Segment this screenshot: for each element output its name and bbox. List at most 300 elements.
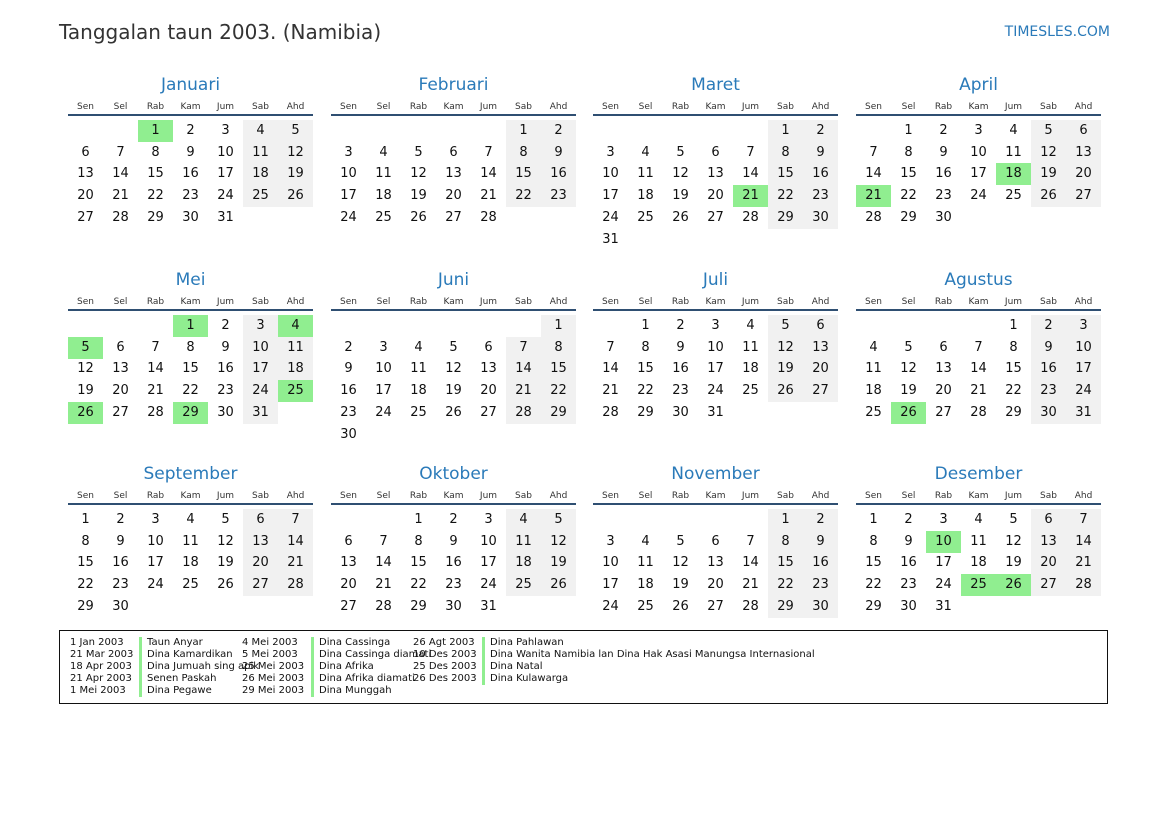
day-cell[interactable]: 17: [935, 555, 952, 571]
day-cell[interactable]: 4: [186, 512, 195, 527]
day-cell[interactable]: 1: [768, 509, 803, 531]
day-cell[interactable]: 2: [541, 120, 576, 142]
day-cell[interactable]: 27: [803, 380, 838, 402]
day-cell[interactable]: 11: [637, 555, 654, 571]
day-cell[interactable]: 17: [147, 555, 164, 571]
day-cell[interactable]: 6: [939, 339, 948, 355]
day-cell[interactable]: 23: [182, 188, 199, 204]
day-cell[interactable]: 15: [147, 166, 164, 182]
day-cell[interactable]: 11: [410, 361, 427, 377]
day-cell[interactable]: 14: [742, 166, 759, 182]
holiday-day-cell[interactable]: 26: [68, 402, 103, 424]
day-cell[interactable]: 12: [768, 337, 803, 359]
day-cell[interactable]: 2: [186, 123, 195, 138]
day-cell[interactable]: 18: [742, 361, 759, 377]
day-cell[interactable]: 21: [112, 188, 129, 204]
holiday-day-cell[interactable]: 4: [278, 315, 313, 337]
day-cell[interactable]: 28: [742, 598, 759, 614]
day-cell[interactable]: 27: [1066, 185, 1101, 207]
day-cell[interactable]: 30: [182, 209, 199, 225]
day-cell[interactable]: 18: [410, 383, 427, 399]
day-cell[interactable]: 12: [900, 361, 917, 377]
day-cell[interactable]: 14: [865, 166, 882, 182]
day-cell[interactable]: 28: [1066, 574, 1101, 596]
day-cell[interactable]: 28: [742, 209, 759, 225]
day-cell[interactable]: 3: [974, 123, 983, 138]
day-cell[interactable]: 9: [221, 339, 230, 355]
day-cell[interactable]: 31: [480, 598, 497, 614]
day-cell[interactable]: 10: [217, 144, 234, 160]
day-cell[interactable]: 9: [1031, 337, 1066, 359]
day-cell[interactable]: 6: [1031, 509, 1066, 531]
day-cell[interactable]: 29: [637, 404, 654, 420]
day-cell[interactable]: 11: [637, 166, 654, 182]
day-cell[interactable]: 16: [900, 555, 917, 571]
day-cell[interactable]: 29: [768, 596, 803, 618]
day-cell[interactable]: 21: [480, 188, 497, 204]
day-cell[interactable]: 10: [970, 144, 987, 160]
day-cell[interactable]: 9: [541, 142, 576, 164]
day-cell[interactable]: 16: [217, 361, 234, 377]
day-cell[interactable]: 12: [541, 531, 576, 553]
day-cell[interactable]: 16: [803, 552, 838, 574]
day-cell[interactable]: 27: [1031, 574, 1066, 596]
day-cell[interactable]: 4: [641, 533, 650, 549]
day-cell[interactable]: 25: [243, 185, 278, 207]
day-cell[interactable]: 13: [243, 531, 278, 553]
day-cell[interactable]: 26: [541, 574, 576, 596]
day-cell[interactable]: 7: [278, 509, 313, 531]
day-cell[interactable]: 24: [340, 209, 357, 225]
day-cell[interactable]: 3: [243, 315, 278, 337]
day-cell[interactable]: 24: [1066, 380, 1101, 402]
day-cell[interactable]: 17: [602, 188, 619, 204]
day-cell[interactable]: 20: [445, 188, 462, 204]
day-cell[interactable]: 23: [1031, 380, 1066, 402]
day-cell[interactable]: 10: [480, 533, 497, 549]
day-cell[interactable]: 29: [541, 402, 576, 424]
day-cell[interactable]: 1: [506, 120, 541, 142]
day-cell[interactable]: 17: [217, 166, 234, 182]
day-cell[interactable]: 26: [445, 404, 462, 420]
day-cell[interactable]: 22: [506, 185, 541, 207]
day-cell[interactable]: 2: [221, 318, 230, 333]
day-cell[interactable]: 16: [541, 163, 576, 185]
day-cell[interactable]: 1: [1009, 318, 1018, 333]
day-cell[interactable]: 28: [506, 402, 541, 424]
day-cell[interactable]: 19: [445, 383, 462, 399]
day-cell[interactable]: 15: [182, 361, 199, 377]
day-cell[interactable]: 19: [278, 163, 313, 185]
day-cell[interactable]: 15: [541, 358, 576, 380]
day-cell[interactable]: 15: [865, 555, 882, 571]
day-cell[interactable]: 19: [541, 552, 576, 574]
day-cell[interactable]: 26: [1031, 185, 1066, 207]
day-cell[interactable]: 25: [637, 209, 654, 225]
day-cell[interactable]: 25: [375, 209, 392, 225]
day-cell[interactable]: 15: [1005, 361, 1022, 377]
brand-link[interactable]: TIMESLES.COM: [1004, 24, 1110, 40]
day-cell[interactable]: 25: [637, 598, 654, 614]
day-cell[interactable]: 27: [935, 404, 952, 420]
day-cell[interactable]: 29: [865, 598, 882, 614]
day-cell[interactable]: 28: [375, 598, 392, 614]
day-cell[interactable]: 10: [375, 361, 392, 377]
day-cell[interactable]: 10: [147, 533, 164, 549]
day-cell[interactable]: 18: [243, 163, 278, 185]
day-cell[interactable]: 5: [278, 120, 313, 142]
day-cell[interactable]: 9: [186, 144, 195, 160]
day-cell[interactable]: 20: [480, 383, 497, 399]
day-cell[interactable]: 8: [768, 142, 803, 164]
day-cell[interactable]: 2: [344, 339, 353, 355]
day-cell[interactable]: 23: [803, 574, 838, 596]
day-cell[interactable]: 7: [379, 533, 388, 549]
day-cell[interactable]: 25: [865, 404, 882, 420]
day-cell[interactable]: 30: [112, 598, 129, 614]
day-cell[interactable]: 18: [278, 358, 313, 380]
day-cell[interactable]: 30: [900, 598, 917, 614]
day-cell[interactable]: 8: [541, 337, 576, 359]
day-cell[interactable]: 23: [672, 383, 689, 399]
day-cell[interactable]: 27: [340, 598, 357, 614]
day-cell[interactable]: 24: [970, 188, 987, 204]
day-cell[interactable]: 11: [243, 142, 278, 164]
day-cell[interactable]: 30: [217, 404, 234, 420]
day-cell[interactable]: 24: [602, 209, 619, 225]
day-cell[interactable]: 21: [1066, 552, 1101, 574]
holiday-day-cell[interactable]: 18: [996, 163, 1031, 185]
day-cell[interactable]: 8: [869, 533, 878, 549]
day-cell[interactable]: 7: [746, 533, 755, 549]
day-cell[interactable]: 13: [112, 361, 129, 377]
day-cell[interactable]: 31: [217, 209, 234, 225]
day-cell[interactable]: 22: [410, 577, 427, 593]
day-cell[interactable]: 22: [541, 380, 576, 402]
day-cell[interactable]: 27: [707, 598, 724, 614]
day-cell[interactable]: 7: [151, 339, 160, 355]
day-cell[interactable]: 16: [935, 166, 952, 182]
day-cell[interactable]: 13: [480, 361, 497, 377]
holiday-day-cell[interactable]: 21: [856, 185, 891, 207]
day-cell[interactable]: 6: [116, 339, 125, 355]
day-cell[interactable]: 24: [935, 577, 952, 593]
day-cell[interactable]: 23: [217, 383, 234, 399]
day-cell[interactable]: 21: [742, 577, 759, 593]
day-cell[interactable]: 12: [77, 361, 94, 377]
day-cell[interactable]: 7: [484, 144, 493, 160]
day-cell[interactable]: 10: [602, 166, 619, 182]
day-cell[interactable]: 29: [900, 209, 917, 225]
day-cell[interactable]: 3: [606, 144, 615, 160]
day-cell[interactable]: 23: [803, 185, 838, 207]
day-cell[interactable]: 28: [480, 209, 497, 225]
day-cell[interactable]: 16: [803, 163, 838, 185]
day-cell[interactable]: 26: [410, 209, 427, 225]
day-cell[interactable]: 27: [480, 404, 497, 420]
day-cell[interactable]: 19: [768, 358, 803, 380]
day-cell[interactable]: 20: [112, 383, 129, 399]
day-cell[interactable]: 30: [445, 598, 462, 614]
day-cell[interactable]: 3: [221, 123, 230, 138]
day-cell[interactable]: 27: [112, 404, 129, 420]
holiday-day-cell[interactable]: 1: [173, 315, 208, 337]
day-cell[interactable]: 28: [278, 574, 313, 596]
day-cell[interactable]: 11: [970, 533, 987, 549]
day-cell[interactable]: 1: [768, 120, 803, 142]
day-cell[interactable]: 3: [711, 318, 720, 333]
day-cell[interactable]: 29: [147, 209, 164, 225]
day-cell[interactable]: 17: [707, 361, 724, 377]
day-cell[interactable]: 18: [637, 188, 654, 204]
day-cell[interactable]: 5: [676, 533, 685, 549]
day-cell[interactable]: 2: [676, 318, 685, 333]
day-cell[interactable]: 6: [711, 533, 720, 549]
day-cell[interactable]: 15: [77, 555, 94, 571]
day-cell[interactable]: 6: [449, 144, 458, 160]
day-cell[interactable]: 25: [506, 574, 541, 596]
day-cell[interactable]: 1: [81, 512, 90, 527]
day-cell[interactable]: 2: [116, 512, 125, 527]
day-cell[interactable]: 11: [865, 361, 882, 377]
day-cell[interactable]: 24: [480, 577, 497, 593]
day-cell[interactable]: 18: [637, 577, 654, 593]
day-cell[interactable]: 21: [506, 380, 541, 402]
day-cell[interactable]: 21: [375, 577, 392, 593]
day-cell[interactable]: 1: [414, 512, 423, 527]
holiday-day-cell[interactable]: 26: [891, 402, 926, 424]
day-cell[interactable]: 31: [935, 598, 952, 614]
day-cell[interactable]: 27: [243, 574, 278, 596]
day-cell[interactable]: 15: [506, 163, 541, 185]
day-cell[interactable]: 30: [803, 207, 838, 229]
day-cell[interactable]: 5: [449, 339, 458, 355]
day-cell[interactable]: 20: [803, 358, 838, 380]
day-cell[interactable]: 18: [375, 188, 392, 204]
day-cell[interactable]: 19: [77, 383, 94, 399]
day-cell[interactable]: 7: [1066, 509, 1101, 531]
day-cell[interactable]: 9: [449, 533, 458, 549]
day-cell[interactable]: 18: [865, 383, 882, 399]
day-cell[interactable]: 5: [221, 512, 230, 527]
day-cell[interactable]: 12: [445, 361, 462, 377]
day-cell[interactable]: 19: [672, 577, 689, 593]
day-cell[interactable]: 24: [147, 577, 164, 593]
day-cell[interactable]: 14: [375, 555, 392, 571]
day-cell[interactable]: 20: [1066, 163, 1101, 185]
day-cell[interactable]: 24: [243, 380, 278, 402]
day-cell[interactable]: 26: [672, 209, 689, 225]
day-cell[interactable]: 29: [1005, 404, 1022, 420]
holiday-day-cell[interactable]: 29: [173, 402, 208, 424]
day-cell[interactable]: 11: [742, 339, 759, 355]
day-cell[interactable]: 23: [340, 404, 357, 420]
day-cell[interactable]: 14: [1066, 531, 1101, 553]
day-cell[interactable]: 22: [77, 577, 94, 593]
day-cell[interactable]: 21: [147, 383, 164, 399]
day-cell[interactable]: 9: [116, 533, 125, 549]
holiday-day-cell[interactable]: 5: [68, 337, 103, 359]
day-cell[interactable]: 6: [803, 315, 838, 337]
day-cell[interactable]: 19: [900, 383, 917, 399]
day-cell[interactable]: 11: [278, 337, 313, 359]
day-cell[interactable]: 8: [904, 144, 913, 160]
day-cell[interactable]: 4: [974, 512, 983, 527]
day-cell[interactable]: 7: [746, 144, 755, 160]
day-cell[interactable]: 14: [480, 166, 497, 182]
day-cell[interactable]: 5: [1031, 120, 1066, 142]
day-cell[interactable]: 13: [77, 166, 94, 182]
day-cell[interactable]: 15: [410, 555, 427, 571]
day-cell[interactable]: 1: [541, 315, 576, 337]
day-cell[interactable]: 3: [939, 512, 948, 527]
day-cell[interactable]: 9: [939, 144, 948, 160]
day-cell[interactable]: 17: [340, 188, 357, 204]
day-cell[interactable]: 3: [484, 512, 493, 527]
day-cell[interactable]: 21: [970, 383, 987, 399]
day-cell[interactable]: 23: [900, 577, 917, 593]
day-cell[interactable]: 13: [1066, 142, 1101, 164]
day-cell[interactable]: 13: [1031, 531, 1066, 553]
day-cell[interactable]: 17: [243, 358, 278, 380]
day-cell[interactable]: 20: [77, 188, 94, 204]
day-cell[interactable]: 20: [935, 383, 952, 399]
day-cell[interactable]: 18: [506, 552, 541, 574]
day-cell[interactable]: 3: [606, 533, 615, 549]
day-cell[interactable]: 4: [641, 144, 650, 160]
day-cell[interactable]: 11: [375, 166, 392, 182]
day-cell[interactable]: 7: [116, 144, 125, 160]
day-cell[interactable]: 15: [637, 361, 654, 377]
day-cell[interactable]: 11: [182, 533, 199, 549]
day-cell[interactable]: 15: [900, 166, 917, 182]
day-cell[interactable]: 13: [707, 166, 724, 182]
day-cell[interactable]: 4: [1009, 123, 1018, 138]
day-cell[interactable]: 30: [935, 209, 952, 225]
day-cell[interactable]: 3: [151, 512, 160, 527]
day-cell[interactable]: 1: [869, 512, 878, 527]
day-cell[interactable]: 7: [606, 339, 615, 355]
day-cell[interactable]: 31: [707, 404, 724, 420]
day-cell[interactable]: 13: [707, 555, 724, 571]
day-cell[interactable]: 20: [243, 552, 278, 574]
day-cell[interactable]: 17: [970, 166, 987, 182]
day-cell[interactable]: 5: [1009, 512, 1018, 527]
day-cell[interactable]: 14: [112, 166, 129, 182]
day-cell[interactable]: 19: [1031, 163, 1066, 185]
day-cell[interactable]: 19: [1005, 555, 1022, 571]
day-cell[interactable]: 16: [672, 361, 689, 377]
day-cell[interactable]: 16: [182, 166, 199, 182]
day-cell[interactable]: 17: [480, 555, 497, 571]
holiday-day-cell[interactable]: 25: [278, 380, 313, 402]
day-cell[interactable]: 28: [970, 404, 987, 420]
day-cell[interactable]: 31: [1066, 402, 1101, 424]
day-cell[interactable]: 9: [344, 361, 353, 377]
day-cell[interactable]: 22: [637, 383, 654, 399]
day-cell[interactable]: 25: [742, 383, 759, 399]
day-cell[interactable]: 22: [147, 188, 164, 204]
day-cell[interactable]: 24: [707, 383, 724, 399]
day-cell[interactable]: 10: [243, 337, 278, 359]
day-cell[interactable]: 20: [340, 577, 357, 593]
day-cell[interactable]: 12: [278, 142, 313, 164]
day-cell[interactable]: 17: [375, 383, 392, 399]
day-cell[interactable]: 8: [506, 142, 541, 164]
day-cell[interactable]: 22: [900, 188, 917, 204]
day-cell[interactable]: 11: [1005, 144, 1022, 160]
day-cell[interactable]: 12: [672, 166, 689, 182]
day-cell[interactable]: 13: [935, 361, 952, 377]
day-cell[interactable]: 6: [81, 144, 90, 160]
day-cell[interactable]: 3: [1066, 315, 1101, 337]
day-cell[interactable]: 9: [803, 142, 838, 164]
day-cell[interactable]: 29: [77, 598, 94, 614]
day-cell[interactable]: 8: [151, 144, 160, 160]
day-cell[interactable]: 11: [506, 531, 541, 553]
day-cell[interactable]: 27: [707, 209, 724, 225]
day-cell[interactable]: 23: [445, 577, 462, 593]
day-cell[interactable]: 31: [602, 231, 619, 247]
day-cell[interactable]: 4: [506, 509, 541, 531]
holiday-day-cell[interactable]: 10: [926, 531, 961, 553]
day-cell[interactable]: 22: [1005, 383, 1022, 399]
day-cell[interactable]: 14: [742, 555, 759, 571]
day-cell[interactable]: 25: [410, 404, 427, 420]
day-cell[interactable]: 8: [81, 533, 90, 549]
day-cell[interactable]: 5: [414, 144, 423, 160]
day-cell[interactable]: 10: [707, 339, 724, 355]
day-cell[interactable]: 12: [672, 555, 689, 571]
day-cell[interactable]: 9: [676, 339, 685, 355]
day-cell[interactable]: 17: [602, 577, 619, 593]
day-cell[interactable]: 4: [379, 144, 388, 160]
day-cell[interactable]: 2: [1031, 315, 1066, 337]
day-cell[interactable]: 6: [484, 339, 493, 355]
day-cell[interactable]: 13: [445, 166, 462, 182]
day-cell[interactable]: 6: [344, 533, 353, 549]
day-cell[interactable]: 26: [278, 185, 313, 207]
day-cell[interactable]: 4: [414, 339, 423, 355]
day-cell[interactable]: 9: [904, 533, 913, 549]
day-cell[interactable]: 25: [182, 577, 199, 593]
day-cell[interactable]: 27: [445, 209, 462, 225]
day-cell[interactable]: 28: [112, 209, 129, 225]
day-cell[interactable]: 1: [904, 123, 913, 138]
day-cell[interactable]: 20: [707, 577, 724, 593]
day-cell[interactable]: 28: [602, 404, 619, 420]
day-cell[interactable]: 24: [375, 404, 392, 420]
day-cell[interactable]: 9: [803, 531, 838, 553]
holiday-day-cell[interactable]: 21: [733, 185, 768, 207]
day-cell[interactable]: 17: [1066, 358, 1101, 380]
day-cell[interactable]: 5: [768, 315, 803, 337]
day-cell[interactable]: 14: [278, 531, 313, 553]
day-cell[interactable]: 23: [112, 577, 129, 593]
day-cell[interactable]: 25: [1005, 188, 1022, 204]
day-cell[interactable]: 22: [865, 577, 882, 593]
day-cell[interactable]: 14: [970, 361, 987, 377]
holiday-day-cell[interactable]: 26: [996, 574, 1031, 596]
day-cell[interactable]: 14: [602, 361, 619, 377]
day-cell[interactable]: 22: [768, 185, 803, 207]
day-cell[interactable]: 4: [869, 339, 878, 355]
day-cell[interactable]: 19: [217, 555, 234, 571]
day-cell[interactable]: 16: [340, 383, 357, 399]
day-cell[interactable]: 28: [865, 209, 882, 225]
day-cell[interactable]: 1: [641, 318, 650, 333]
day-cell[interactable]: 30: [803, 596, 838, 618]
